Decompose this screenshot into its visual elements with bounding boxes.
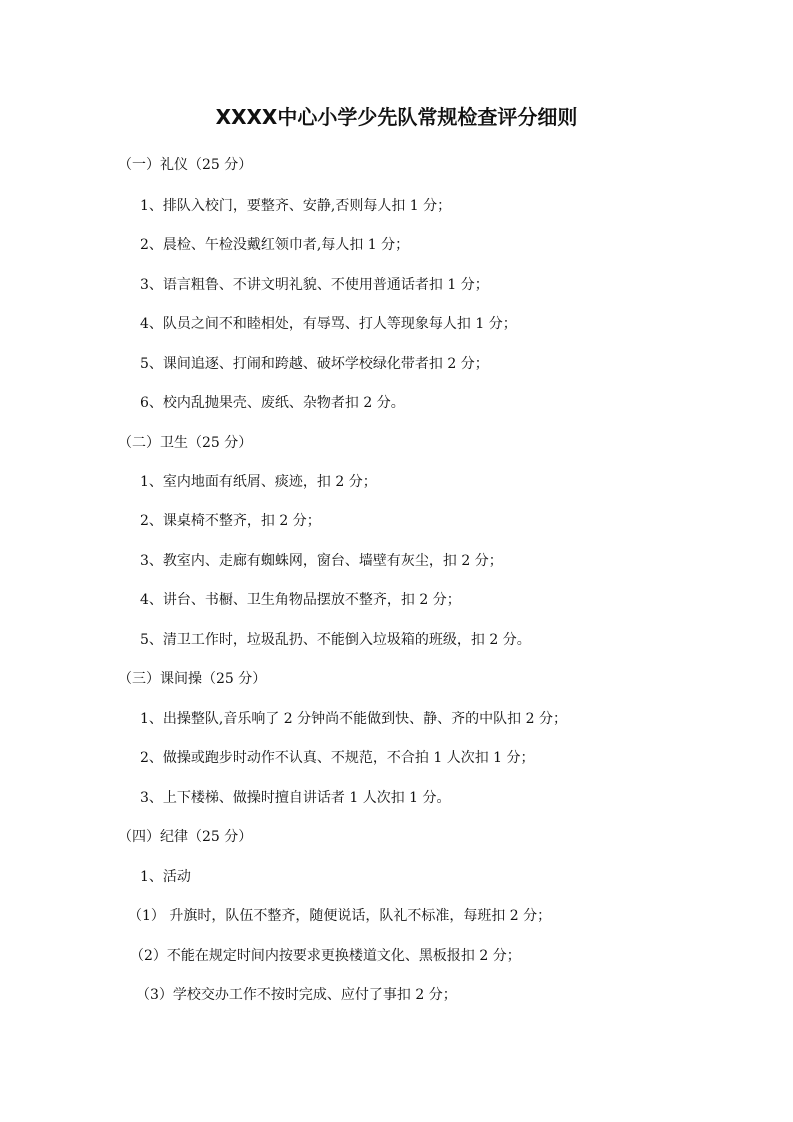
section-heading-hygiene: （二）卫生（25 分） — [118, 435, 253, 451]
section-heading-discipline: （四）纪律（25 分） — [118, 829, 253, 845]
list-item: 3、上下楼梯、做操时擅自讲话者 1 人次扣 1 分。 — [140, 790, 451, 806]
section-heading-exercise: （三）课间操（25 分） — [118, 671, 267, 687]
sub-list-item: （3）学校交办工作不按时完成、应付了事扣 2 分； — [136, 987, 457, 1003]
list-item: 3、语言粗鲁、不讲文明礼貌、不使用普通话者扣 1 分； — [140, 277, 489, 293]
list-item: 6、校内乱抛果壳、废纸、杂物者扣 2 分。 — [140, 395, 405, 411]
list-item: 1、活动 — [140, 869, 191, 885]
list-item: 1、出操整队,音乐响了 2 分钟尚不能做到快、静、齐的中队扣 2 分； — [140, 711, 567, 727]
list-item: 2、课桌椅不整齐，扣 2 分； — [140, 513, 321, 529]
section-heading-etiquette: （一）礼仪（25 分） — [118, 157, 253, 173]
list-item: 4、队员之间不和睦相处，有辱骂、打人等现象每人扣 1 分； — [140, 316, 517, 332]
list-item: 3、教室内、走廊有蜘蛛网，窗台、墙壁有灰尘，扣 2 分； — [140, 553, 503, 569]
list-item: 1、排队入校门，要整齐、安静,否则每人扣 1 分； — [140, 198, 452, 214]
list-item: 5、清卫工作时，垃圾乱扔、不能倒入垃圾箱的班级，扣 2 分。 — [140, 632, 531, 648]
list-item: 2、做操或跑步时动作不认真、不规范，不合拍 1 人次扣 1 分； — [140, 750, 535, 766]
sub-list-item: （1） 升旗时，队伍不整齐，随便说话，队礼不标准，每班扣 2 分； — [128, 908, 552, 924]
list-item: 5、课间追逐、打闹和跨越、破坏学校绿化带者扣 2 分； — [140, 356, 489, 372]
document-title: XXXX中心小学少先队常规检查评分细则 — [215, 105, 578, 129]
list-item: 1、室内地面有纸屑、痰迹，扣 2 分； — [140, 474, 377, 490]
sub-list-item: （2）不能在规定时间内按要求更换楼道文化、黑板报扣 2 分； — [130, 948, 521, 964]
list-item: 4、讲台、书橱、卫生角物品摆放不整齐，扣 2 分； — [140, 592, 461, 608]
list-item: 2、晨检、午检没戴红领巾者,每人扣 1 分； — [140, 237, 410, 253]
